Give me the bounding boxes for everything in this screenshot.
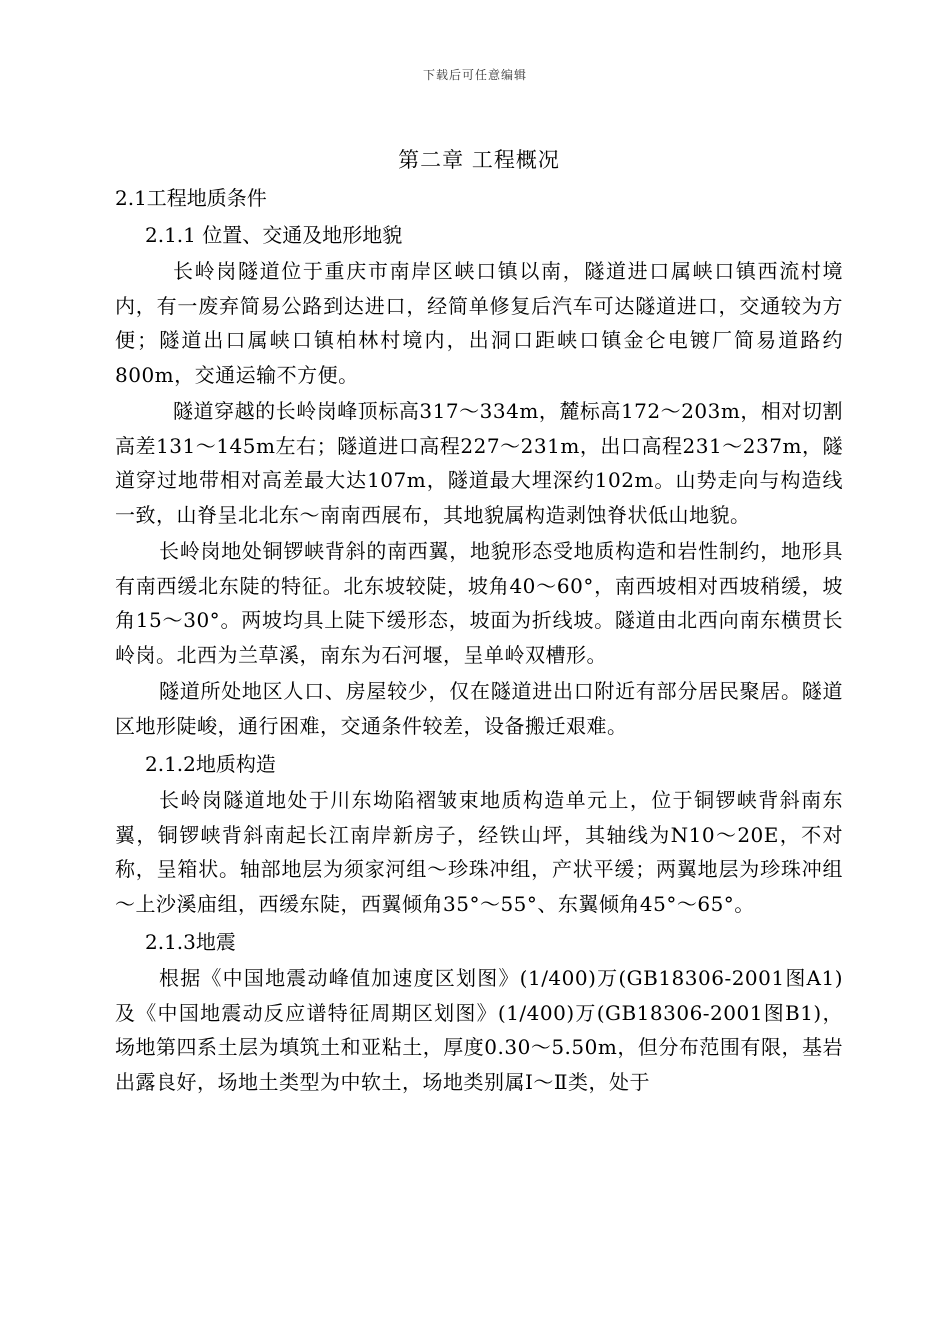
section-heading-2-1: 2.1工程地质条件 (115, 186, 267, 210)
subsection-heading-2-1-3: 2.1.3地震 (145, 930, 236, 954)
page-header-note: 下载后可任意编辑 (422, 68, 527, 82)
paragraph-location: 长岭岗隧道位于重庆市南岸区峡口镇以南，隧道进口属峡口镇西流村境内，有一废弃简易公路到达进口，经简单修复后汽车可达隧道进口，交通较为方便；隧道出口属峡口镇柏林村境内，出洞口距峡口镇金仑电镀厂简易道路约800m，交通运输不方便。 (115, 259, 843, 387)
subsection-heading-2-1-1: 2.1.1 位置、交通及地形地貌 (145, 223, 403, 247)
paragraph-elevation: 隧道穿越的长岭岗峰顶标高317～334m，麓标高172～203m，相对切割高差131～145m左右；隧道进口高程227～231m，出口高程231～237m，隧道穿过地带相对高差最大达107m，隧道最大埋深约102m。山势走向与构造线一致，山脊呈北北东～南南西展布，其地貌属构造剥蚀脊状低山地貌。 (115, 399, 843, 527)
chapter-title: 第二章 工程概况 (398, 148, 560, 172)
paragraph-terrain: 长岭岗地处铜锣峡背斜的南西翼，地貌形态受地质构造和岩性制约，地形具有南西缓北东陡的特征。北东坡较陡，坡角40～60°，南西坡相对西坡稍缓，坡角15～30°。两坡均具上陡下缓形态，坡面为折线坡。隧道由北西向南东横贯长岭岗。北西为兰草溪，南东为石河堰，呈单岭双槽形。 (115, 539, 843, 667)
paragraph-population: 隧道所处地区人口、房屋较少，仅在隧道进出口附近有部分居民聚居。隧道区地形陡峻，通行困难，交通条件较差，设备搬迁艰难。 (115, 679, 843, 738)
paragraph-earthquake: 根据《中国地震动峰值加速度区划图》(1/400)万(GB18306-2001图A1)及《中国地震动反应谱特征周期区划图》(1/400)万(GB18306-2001图B1)，场地第四系土层为填筑土和亚粘土，厚度0.30～5.50m，但分布范围有限，基岩出露良好，场地土类型为中软土，场地类别属Ⅰ～Ⅱ类，处于 (115, 966, 843, 1094)
subsection-heading-2-1-2: 2.1.2地质构造 (145, 752, 276, 776)
document-body (115, 140, 843, 1101)
paragraph-geology: 长岭岗隧道地处于川东坳陷褶皱束地质构造单元上，位于铜锣峡背斜南东翼，铜锣峡背斜南起长江南岸新房子，经铁山坪，其轴线为N10～20E，不对称，呈箱状。轴部地层为须家河组～珍珠冲组，产状平缓；两翼地层为珍珠冲组～上沙溪庙组，西缓东陡，西翼倾角35°～55°、东翼倾角45°～65°。 (115, 788, 843, 916)
